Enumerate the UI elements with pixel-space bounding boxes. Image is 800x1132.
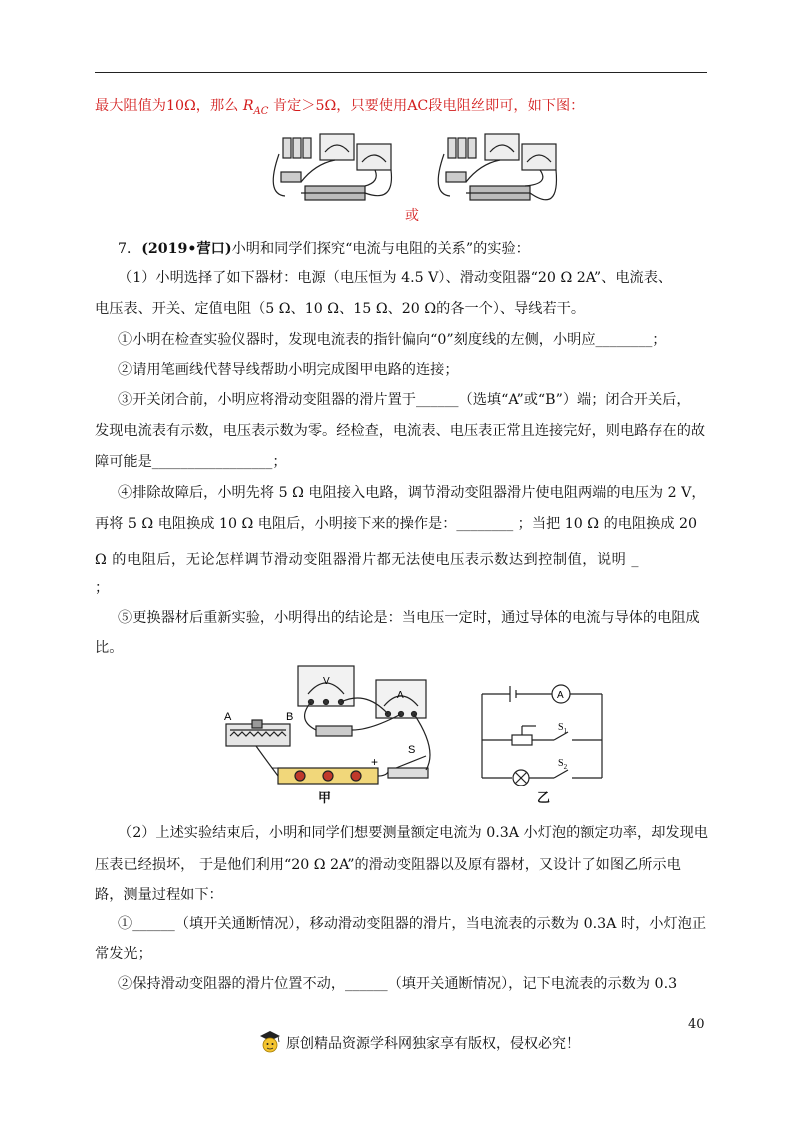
s1-label: $S_1$ xyxy=(558,722,568,735)
switch-s2 xyxy=(554,770,568,778)
s2-label: $S_2$ xyxy=(558,758,568,771)
question-4-a: ④排除故障后，小明先将 5 Ω 电阻接入电路，调节滑动变阻器滑片使电阻两端的电压为 2 V， xyxy=(118,485,706,501)
question-3-b: 发现电流表有示数，电压表示数为零。经检查，电流表、电压表正常且连接完好，则电路存在的故 xyxy=(95,423,706,439)
battery-plus-label: + xyxy=(371,755,379,769)
mascot-icon xyxy=(258,1030,282,1056)
intro-suffix: 肯定＞5Ω，只要使用AC段电阻丝即可，如下图： xyxy=(268,98,585,114)
part2-line-a: （2）上述实验结束后，小明和同学们想要测量额定电流为 0.3A 小灯泡的额定功率，却发现电 xyxy=(118,825,708,841)
circuit-photo-right xyxy=(438,134,556,200)
intro-line xyxy=(95,96,710,122)
caption-yi: 乙 xyxy=(537,791,551,806)
part1-line-a: （1）小明选择了如下器材：电源（电压恒为 4.5 V）、滑动变阻器“20 Ω 2A”、电流表、 xyxy=(118,270,673,286)
part2-line-c: 路，测量过程如下： xyxy=(95,887,223,903)
caption-jia: 甲 xyxy=(318,791,332,806)
header-rule xyxy=(95,72,707,73)
intro-r-subscript: AC xyxy=(253,105,269,117)
footer-text: 原创精品资源学科网独家享有版权，侵权必究！ xyxy=(286,1036,580,1052)
question-5-a: ⑤更换器材后重新实验，小明得出的结论是：当电压一定时，通过导体的电流与导体的电阻成 xyxy=(118,610,700,626)
rheostat-symbol xyxy=(512,735,532,745)
terminal-b-label: B xyxy=(286,711,294,723)
or-label: 或 xyxy=(405,208,419,224)
problem-title xyxy=(118,239,733,259)
question-4-b: 再将 5 Ω 电阻换成 10 Ω 电阻后，小明接下来的操作是：________ ；当把 10 Ω 的电阻换成 20 xyxy=(95,516,698,532)
problem-number: 7． xyxy=(118,241,142,257)
switch xyxy=(388,768,428,778)
ammeter-label: A xyxy=(397,690,404,701)
page-number: 40 xyxy=(688,1017,705,1032)
step-1-b: 常发光； xyxy=(95,946,152,962)
footer xyxy=(258,1030,580,1056)
circuit-photo-left xyxy=(273,134,391,200)
voltmeter-label: V xyxy=(323,676,330,687)
problem-title-text: 小明和同学们探究“电流与电阻的关系”的实验： xyxy=(231,241,530,257)
figure-yi-schematic xyxy=(474,676,614,786)
fixed-resistor xyxy=(316,726,352,736)
question-4-d: ； xyxy=(95,580,110,596)
question-3-c: 障可能是_________________； xyxy=(95,454,287,470)
question-1: ①小明在检查实验仪器时，发现电流表的指针偏向“0”刻度线的左侧，小明应________； xyxy=(118,332,667,348)
ammeter-symbol-label: A xyxy=(557,690,564,701)
question-4-c: Ω 的电阻后，无论怎样调节滑动变阻器滑片都无法使电压表示数达到控制值，说明 _ xyxy=(95,552,639,568)
intro-r-symbol: R xyxy=(242,98,254,114)
question-2: ②请用笔画线代替导线帮助小明完成图甲电路的连接； xyxy=(118,362,459,378)
intro-prefix: 最大阻值为10Ω，那么 xyxy=(95,98,243,114)
problem-source: (2019•营口) xyxy=(141,241,232,257)
step-1-a: ①______（填开关通断情况），移动滑动变阻器的滑片，当电流表的示数为 0.3A 时，小灯泡正 xyxy=(118,916,707,932)
battery-minus-label: − xyxy=(271,761,279,775)
part2-line-b: 压表已经损坏， 于是他们利用“20 Ω 2A”的滑动变阻器以及原有器材，又设计了如图乙所示电 xyxy=(95,857,681,873)
question-5-b: 比。 xyxy=(95,640,124,656)
terminal-a-label: A xyxy=(224,711,232,723)
question-3-a: ③开关闭合前，小明应将滑动变阻器的滑片置于______（选填“A”或“B”）端；闭合开关后， xyxy=(118,392,691,408)
part1-line-b: 电压表、开关、定值电阻（5 Ω、10 Ω、15 Ω、20 Ω的各一个）、导线若干。 xyxy=(95,301,586,317)
switch-label: S xyxy=(408,744,416,756)
step-2-a: ②保持滑动变阻器的滑片位置不动，______（填开关通断情况），记下电流表的示数为 0.3 xyxy=(118,976,678,992)
